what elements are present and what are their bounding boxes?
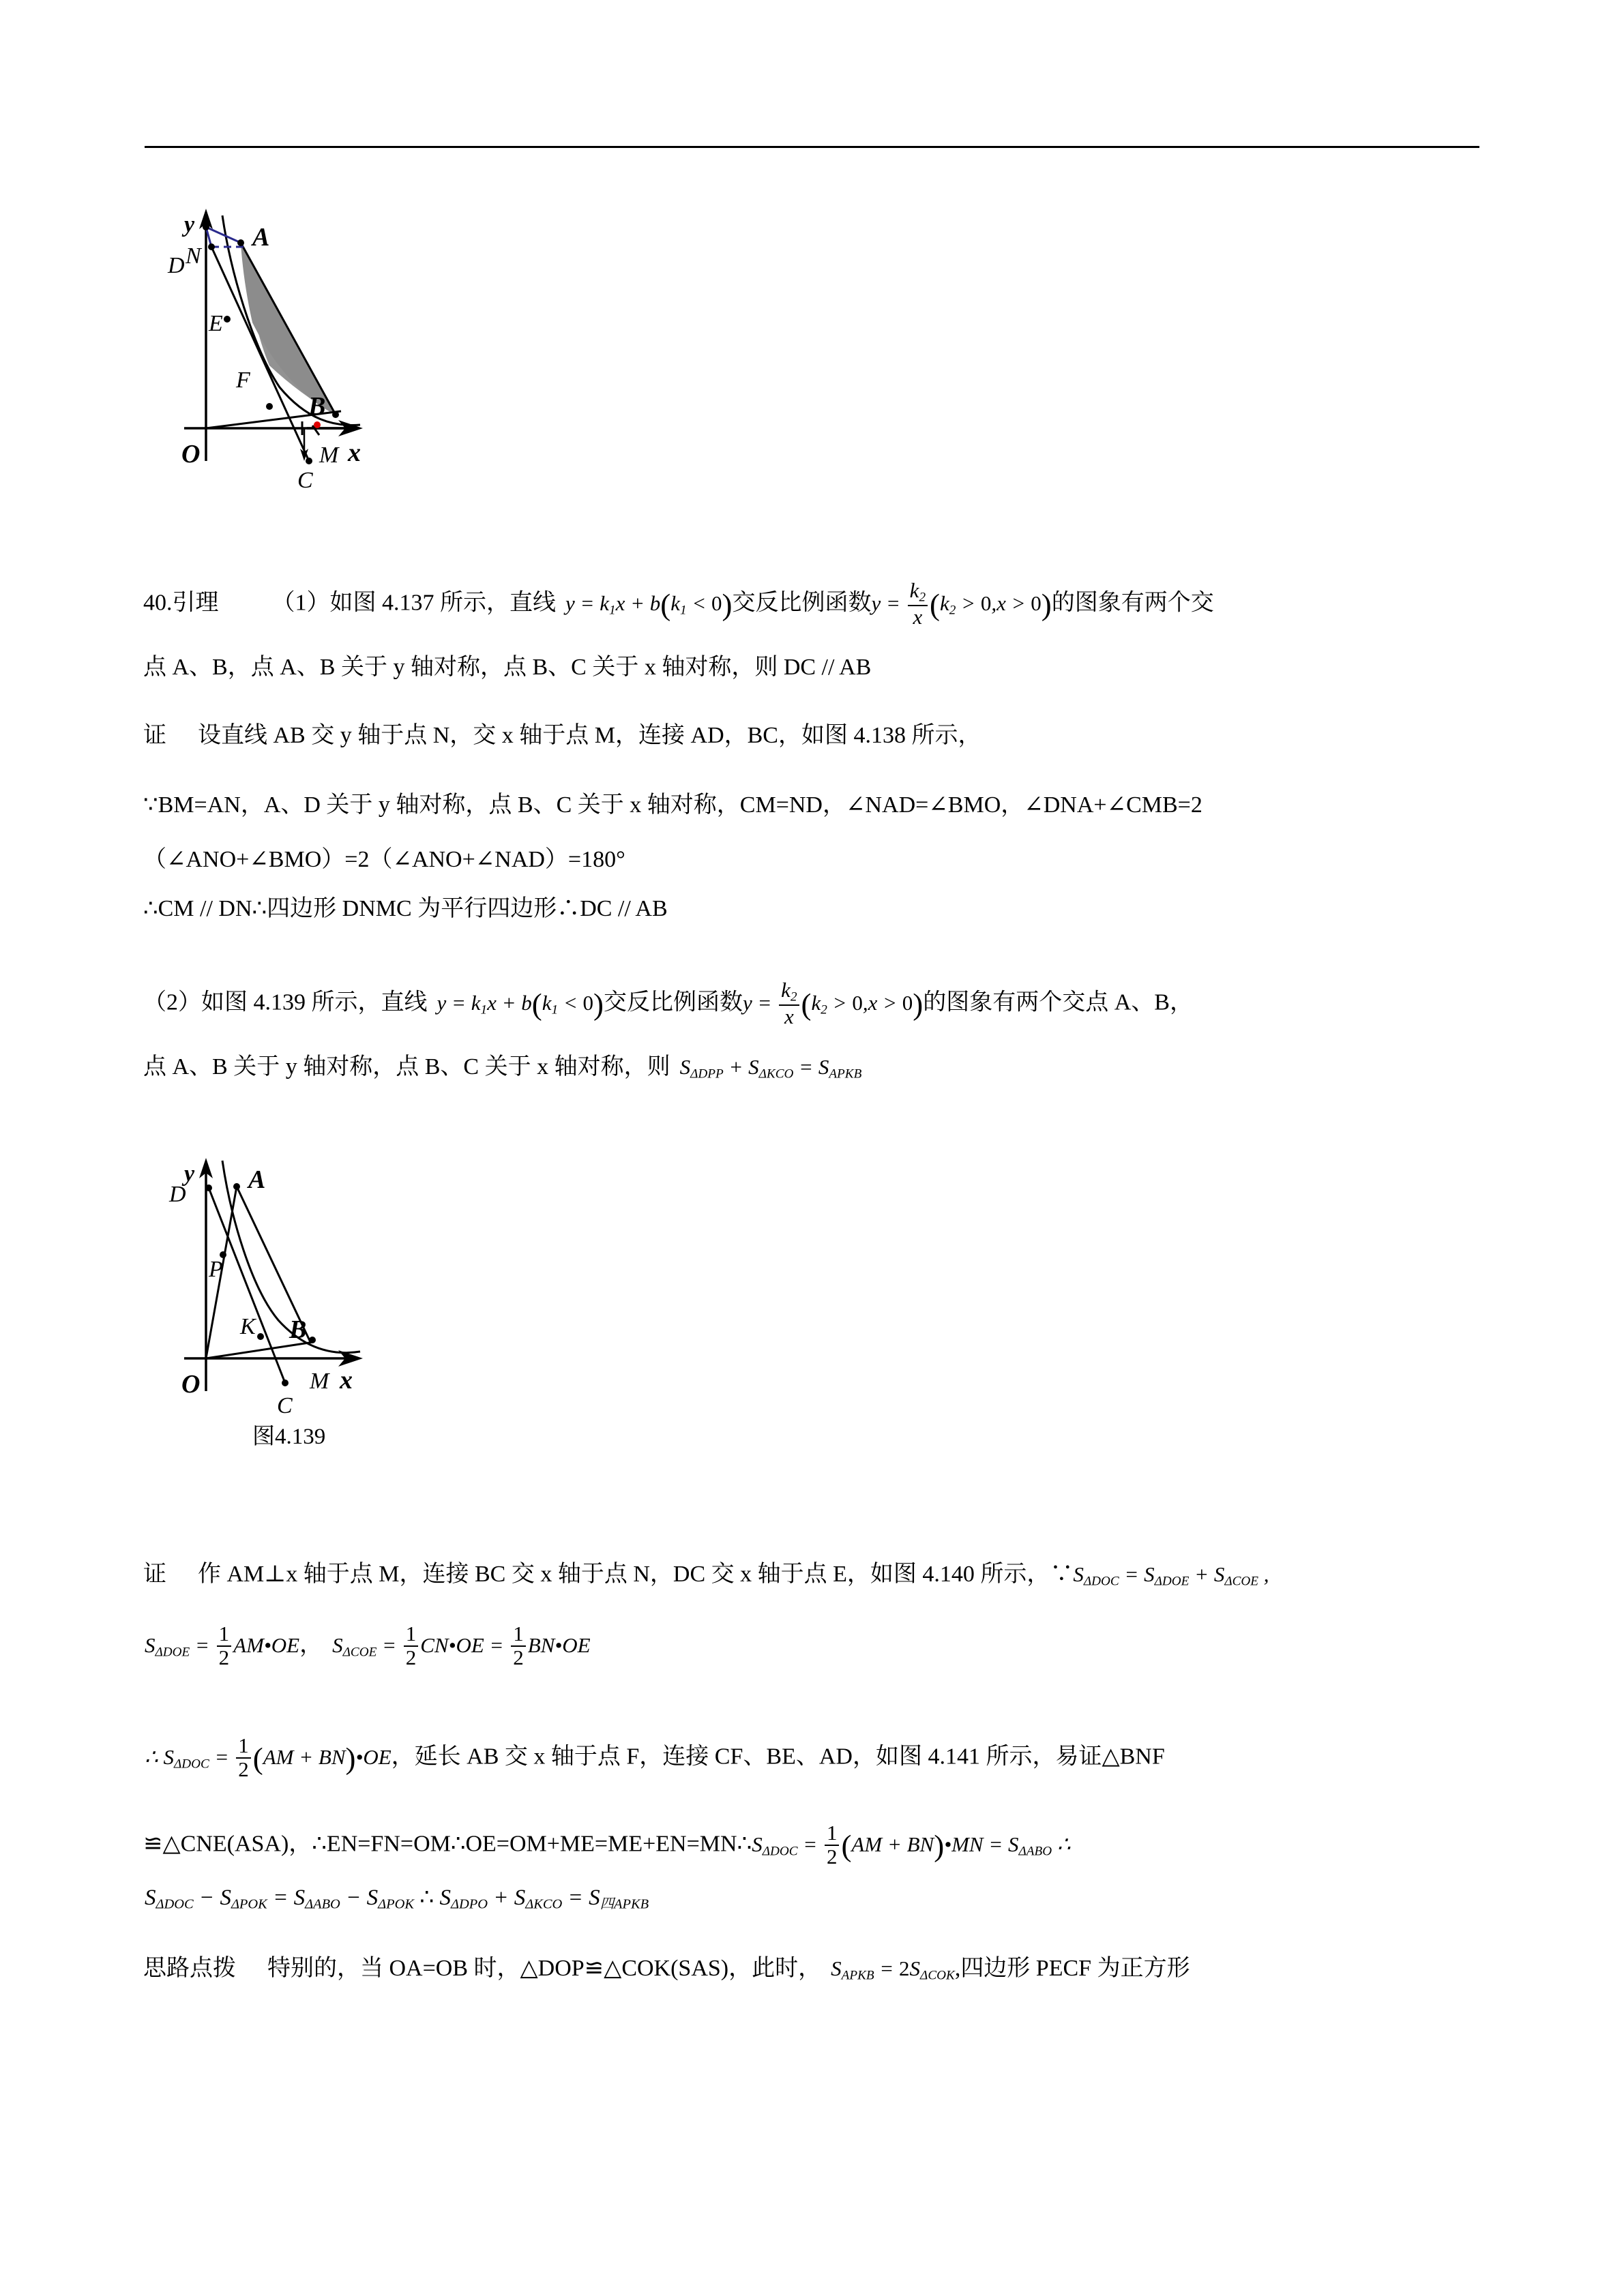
point-C-dot-2: [282, 1380, 289, 1386]
paragraph-proof1-head: [143, 724, 981, 747]
part2-symmetry-text: 点 A、B 关于 y 轴对称，点 B、C 关于 x 轴对称，则: [143, 1054, 670, 1079]
label-K-2: K: [240, 1314, 256, 1339]
paragraph-proof2-areas: $S_{\Delta DOE}$ = $\frac{1}{2}$ AM•OE， $S_{\Delta COE}$ = $\frac{1}{2}$ CN•OE = $\frac{1}{2}$ BN•OE: [145, 1622, 591, 1669]
point-D-dot: [208, 243, 215, 250]
equation-SDOE: $S_{\Delta DOE}$ = $\frac{1}{2}$ AM•OE: [145, 1622, 300, 1669]
label-D: D: [168, 253, 185, 278]
point-C-dot: [306, 458, 312, 464]
segment-AB: [241, 243, 336, 415]
label-B: B: [308, 392, 326, 421]
paragraph-proof1-line2: ∵BM=AN，A、D 关于 y 轴对称，点 B、C 关于 x 轴对称，CM=ND，∠NAD=∠BMO，∠DNA+∠CMB=2: [143, 792, 1202, 818]
paragraph-proof2-congruent: [143, 1823, 1071, 1869]
label-E: E: [209, 311, 223, 336]
line-DC-2: [209, 1188, 285, 1383]
proof-line-1: 设直线 AB 交 y 轴于点 N，交 x 轴于点 M，连接 AD，BC，如图 4.138 所示，: [198, 723, 981, 748]
equation-areas-2: $S_{\Delta DPP} + S_{\Delta KCO} = S_{APKB}$: [679, 1055, 862, 1082]
point-K-dot-2: [257, 1333, 264, 1340]
label-O-2: O: [181, 1370, 201, 1399]
equation-SDOC-2: $S_{\Delta DOC}$ = $\frac{1}{2}$ (AM + BN)•MN = $S_{\Delta ABO}$ ∴: [752, 1821, 1071, 1868]
figure-4-137-svg: [143, 190, 580, 510]
paragraph-40-line2: 点 A、B，点 A、B 关于 y 轴对称，点 B、C 关于 x 轴对称，则 DC // AB: [143, 655, 872, 680]
hint-label: 思路点拨: [143, 1956, 236, 1981]
paragraph-proof2-head: [143, 1563, 1269, 1588]
label-N: N: [186, 243, 201, 269]
label-x: x: [348, 438, 361, 467]
paragraph-part2-line2: [143, 1056, 861, 1081]
hint-text: 特别的，当 OA=OB 时，△DOP≌△COK(SAS)，此时，: [267, 1956, 822, 1981]
figure-4-139-caption: 图4.139: [252, 1425, 326, 1449]
label-A-2: A: [248, 1165, 266, 1194]
point-D-dot-2: [205, 1184, 212, 1191]
lemma-part1-text: （1）如图 4.137 所示，直线: [271, 590, 556, 616]
proof2-congruence-text: ≌△CNE(ASA)，∴EN=FN=OM∴OE=OM+ME=ME+EN=MN∴: [143, 1831, 752, 1857]
part2-mid-text: 交反比例函数: [603, 989, 743, 1015]
label-y-2: y: [184, 1161, 195, 1187]
label-A: A: [252, 223, 270, 252]
label-M-2: M: [310, 1369, 329, 1394]
equation-hint: $S_{APKB} = 2S_{\Delta COK}$: [831, 1956, 955, 1983]
point-N-dot: [203, 224, 209, 230]
proof-label-1: 证: [143, 723, 166, 748]
lemma-mid-text: 交反比例函数: [732, 590, 872, 616]
point-F-dot: [266, 403, 273, 410]
point-A-dot: [237, 239, 244, 246]
paragraph-40-intro: [143, 578, 1214, 629]
header-rule: [145, 146, 1479, 148]
label-C: C: [297, 468, 313, 493]
point-B-dot-2: [309, 1337, 316, 1343]
proof-label-2: 证: [143, 1562, 166, 1587]
point-A-dot-2: [233, 1183, 240, 1190]
label-B-2: B: [289, 1315, 307, 1344]
part2-tail-text: 的图象有两个交点 A、B，: [923, 989, 1193, 1015]
label-C-2: C: [277, 1393, 293, 1418]
paragraph-proof1-conclusion: ∴CM // DN∴四边形 DNMC 为平行四边形∴DC // AB: [143, 896, 668, 921]
label-x-2: x: [340, 1366, 353, 1395]
figure-4-137: [143, 190, 580, 510]
equation-line-1: $y = k_1x + b(k_1 < 0)$: [565, 586, 733, 621]
equation-line-2: $y = k_1x + b(k_1 < 0)$: [437, 986, 604, 1021]
segment-NA: [206, 227, 241, 243]
proof2-extend-text: ，延长 AB 交 x 轴于点 F，连接 CF、BE、AD，如图 4.141 所示，易证△BNF: [391, 1744, 1165, 1770]
point-B-dot: [332, 411, 339, 418]
figure-4-139-svg: [143, 1146, 580, 1446]
equation-hyperbola-1: y = $\frac{k_2}{x}$ $(k_2 > 0,x > 0)$: [871, 578, 1052, 629]
lemma-tail-text: 的图象有两个交: [1051, 590, 1214, 616]
part2-part1-text: （2）如图 4.139 所示，直线: [143, 989, 428, 1015]
paragraph-proof2-sdoc: [145, 1733, 1165, 1782]
label-M: M: [319, 443, 339, 468]
paragraph-proof2-final: [145, 1886, 649, 1911]
lemma-number: 40.引理: [143, 590, 219, 616]
label-P-2: P: [209, 1257, 223, 1282]
equation-final-areas: $S_{\Delta DOC} - S_{\Delta POK} = S_{\Delta ABO} - S_{\Delta POK}$ ∴ $S_{\Delta DPO} + S_{\Delta KCO} = S_{四APKB}$: [145, 1885, 649, 1912]
paragraph-proof1-line3: （∠ANO+∠BMO）=2（∠ANO+∠NAD）=180°: [143, 847, 625, 872]
equation-hyperbola-2: y = $\frac{k_2}{x}$ $(k_2 > 0,x > 0)$: [742, 978, 924, 1028]
label-D-2: D: [169, 1182, 186, 1207]
figure-4-139: [143, 1146, 580, 1487]
proof-line-2: 作 AM⊥x 轴于点 M，连接 BC 交 x 轴于点 N，DC 交 x 轴于点 E，如图 4.140 所示，∵: [198, 1562, 1074, 1587]
label-F: F: [236, 368, 250, 393]
segment-OB-2: [206, 1342, 314, 1358]
equation-area-decomp: $S_{\Delta DOC} = S_{\Delta DOE} + S_{\Delta COE}$ ,: [1073, 1562, 1269, 1589]
point-E-dot: [224, 316, 231, 323]
paragraph-part2-intro: [143, 978, 1193, 1029]
paragraph-hint: [143, 1957, 1190, 1982]
label-O: O: [181, 440, 201, 468]
label-y: y: [184, 212, 195, 237]
equation-SDOC-1: ∴ $S_{\Delta DOC}$ = $\frac{1}{2}$ (AM + BN)•OE: [145, 1733, 392, 1781]
hint-tail: ,四边形 PECF 为正方形: [954, 1956, 1190, 1981]
equation-SCOE: $S_{\Delta COE}$ = $\frac{1}{2}$ CN•OE = $\frac{1}{2}$ BN•OE: [332, 1622, 591, 1669]
